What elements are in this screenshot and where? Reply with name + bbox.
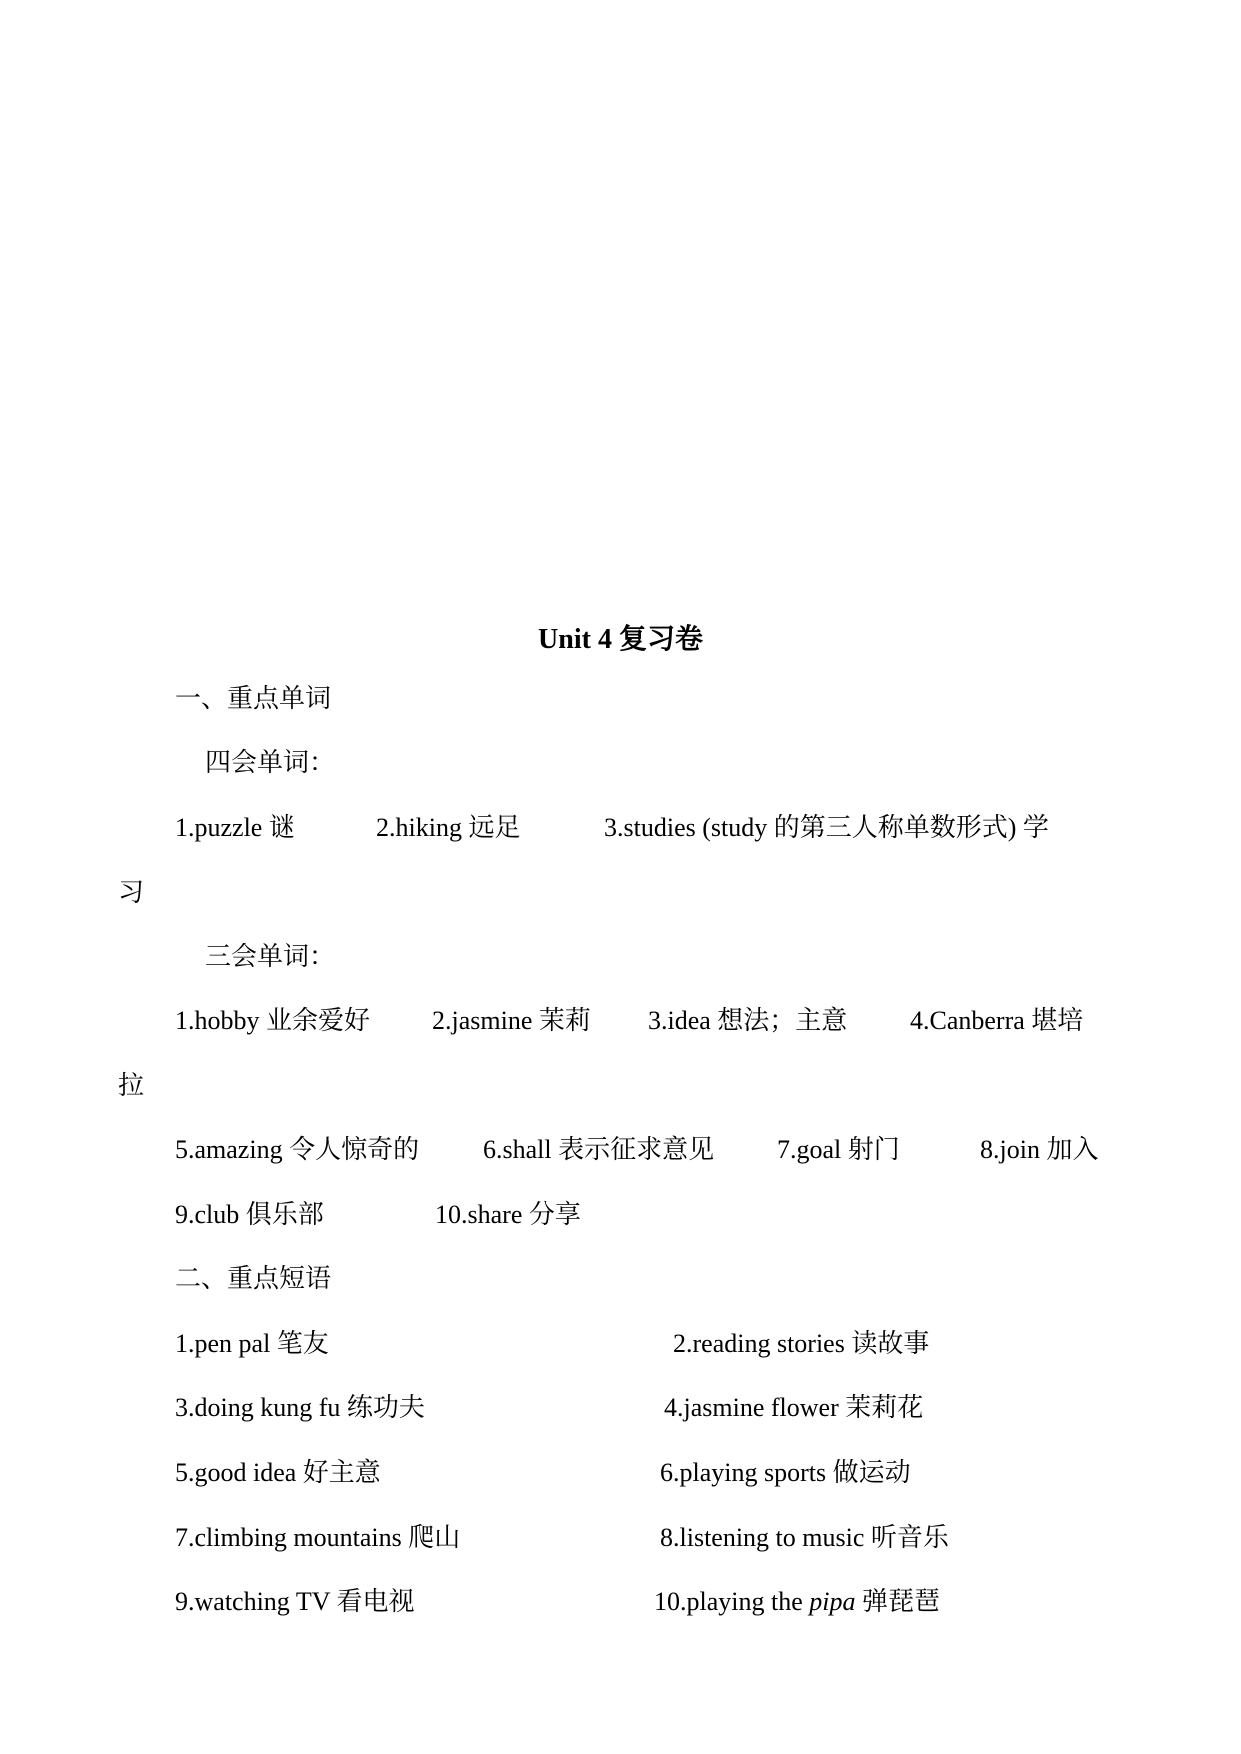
phrase-pen-pal: 1.pen pal 笔友 [175,1329,329,1358]
phrase-good-idea: 5.good idea 好主意 [175,1458,381,1487]
word-club: 9.club 俱乐部 [175,1200,324,1229]
section2-heading: 二、重点短语 [175,1264,332,1293]
phrase-playing-sports: 6.playing sports 做运动 [660,1458,911,1487]
word-studies-wrap: 习 [118,878,145,907]
word-canberra: 4.Canberra 堪培 [910,1006,1084,1035]
phrase-climbing-mountains: 7.climbing mountains 爬山 [175,1523,461,1552]
phrase-playing-pipa-italic: pipa [809,1587,856,1616]
word-amazing: 5.amazing 令人惊奇的 [175,1135,420,1164]
word-share: 10.share 分享 [435,1200,581,1229]
word-studies: 3.studies (study 的第三人称单数形式) 学 [604,813,1049,842]
word-puzzle: 1.puzzle 谜 [175,813,295,842]
word-join: 8.join 加入 [980,1135,1099,1164]
word-canberra-wrap: 拉 [118,1071,145,1100]
word-jasmine: 2.jasmine 茉莉 [432,1006,591,1035]
word-hobby: 1.hobby 业余爱好 [175,1006,371,1035]
word-idea: 3.idea 想法；主意 [648,1006,848,1035]
page-title: Unit 4 复习卷 [538,624,703,655]
word-goal: 7.goal 射门 [777,1135,900,1164]
phrase-reading-stories: 2.reading stories 读故事 [673,1329,930,1358]
phrase-playing-pipa-prefix: 10.playing the [654,1587,810,1616]
phrase-playing-pipa-suffix: 弹琵琶 [855,1587,941,1616]
four-skill-label: 四会单词： [205,748,336,777]
phrase-doing-kung-fu: 3.doing kung fu 练功夫 [175,1393,425,1422]
phrase-watching-tv: 9.watching TV 看电视 [175,1587,415,1616]
phrase-jasmine-flower: 4.jasmine flower 茉莉花 [664,1393,924,1422]
word-shall: 6.shall 表示征求意见 [483,1135,715,1164]
phrase-playing-pipa [654,1585,940,1619]
section1-heading: 一、重点单词 [175,684,332,713]
word-hiking: 2.hiking 远足 [376,813,521,842]
phrase-listening-to-music: 8.listening to music 听音乐 [660,1523,949,1552]
three-skill-label: 三会单词： [205,942,336,971]
